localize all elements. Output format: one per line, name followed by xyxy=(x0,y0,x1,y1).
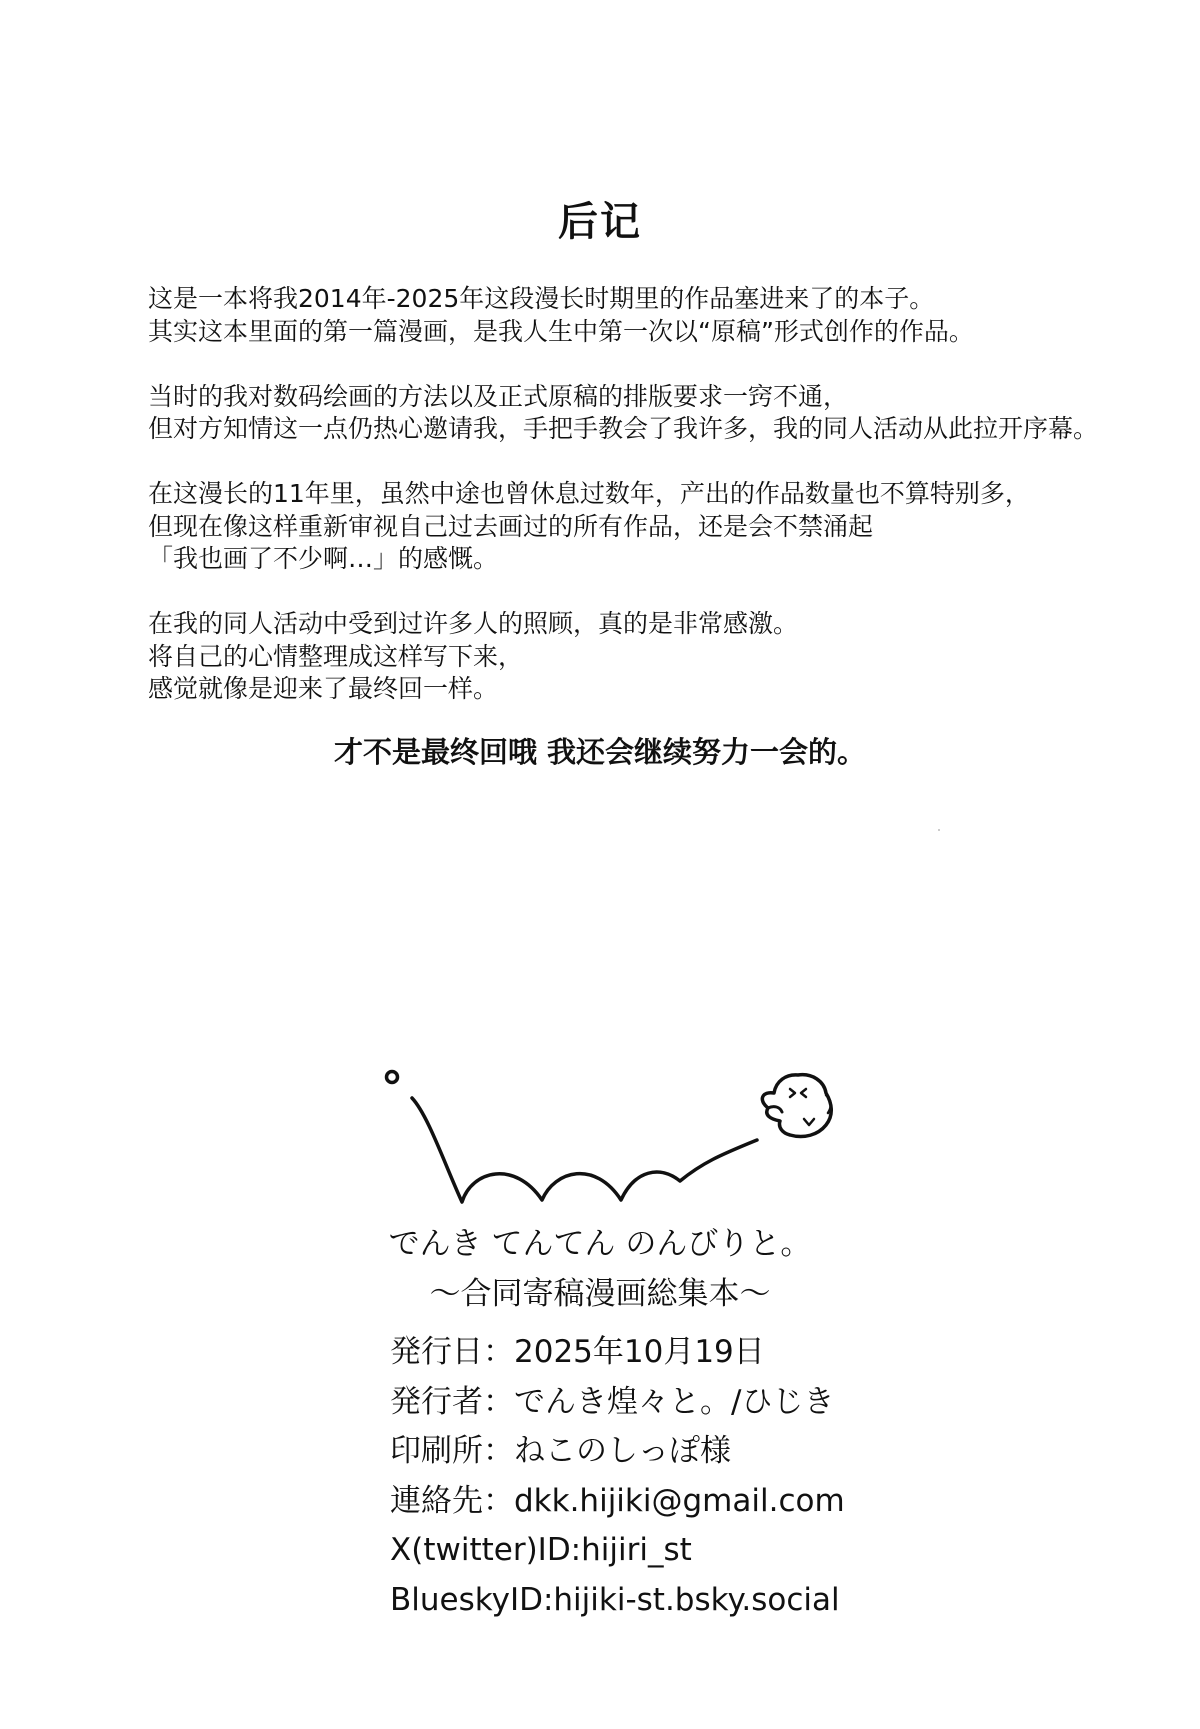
bird-icon xyxy=(762,1075,831,1137)
text-line: 但现在像这样重新审视自己过去画过的所有作品，还是会不禁涌起 xyxy=(148,511,874,541)
text-line: 在我的同人活动中受到过许多人的照顾，真的是非常感激。 xyxy=(148,609,799,638)
text-line: 当时的我对数码绘画的方法以及正式原稿的排版要求一窍不通， xyxy=(148,381,849,411)
closing-statement: 才不是最终回哦 我还会继续努力一会的。 xyxy=(333,735,867,769)
paper-speck xyxy=(938,829,940,831)
ball-icon xyxy=(387,1072,398,1083)
paragraph-2 xyxy=(148,381,1148,446)
publisher: 発行者：でんき煌々と。/ひじき xyxy=(390,1383,835,1420)
text-line: 其实这本里面的第一篇漫画，是我人生中第一次以“原稿”形式创作的作品。 xyxy=(148,316,974,346)
bounce-path xyxy=(412,1098,757,1202)
paragraph-4 xyxy=(148,608,1148,706)
paragraph-1 xyxy=(148,283,1148,348)
text-line: 「我也画了不少啊…」的感慨。 xyxy=(148,544,499,573)
text-line: 在这漫长的11年里，虽然中途也曾休息过数年，产出的作品数量也不算特别多， xyxy=(148,479,1030,508)
text-line: 感觉就像是迎来了最终回一样。 xyxy=(148,674,499,703)
twitter-id: X(twitter)ID:hijiri_st xyxy=(390,1532,692,1568)
publication-date: 発行日：2025年10月19日 xyxy=(390,1334,765,1370)
book-title-main: でんき てんてん のんびりと。 xyxy=(388,1226,812,1262)
book-title xyxy=(0,1219,1200,1319)
contact-email: 連絡先：dkk.hijiki@gmail.com xyxy=(390,1482,845,1519)
afterword-body xyxy=(148,283,1148,738)
bluesky-id: BlueskyID:hijiki-st.bsky.social xyxy=(390,1581,840,1618)
book-title-subtitle: 〜合同寄稿漫画総集本〜 xyxy=(429,1276,771,1312)
text-line: 但对方知情这一点仍热心邀请我，手把手教会了我许多，我的同人活动从此拉开序幕。 xyxy=(148,414,1099,443)
colophon xyxy=(390,1328,845,1625)
text-line: 将自己的心情整理成这样写下来， xyxy=(148,641,524,671)
paragraph-3 xyxy=(148,478,1148,576)
page-title: 后记 xyxy=(558,199,642,245)
printer: 印刷所：ねこのしっぽ様 xyxy=(390,1433,731,1469)
bouncing-ball-bird-icon xyxy=(370,1055,850,1220)
text-line: 这是一本将我2014年-2025年这段漫长时期里的作品塞进来了的本子。 xyxy=(148,284,935,313)
